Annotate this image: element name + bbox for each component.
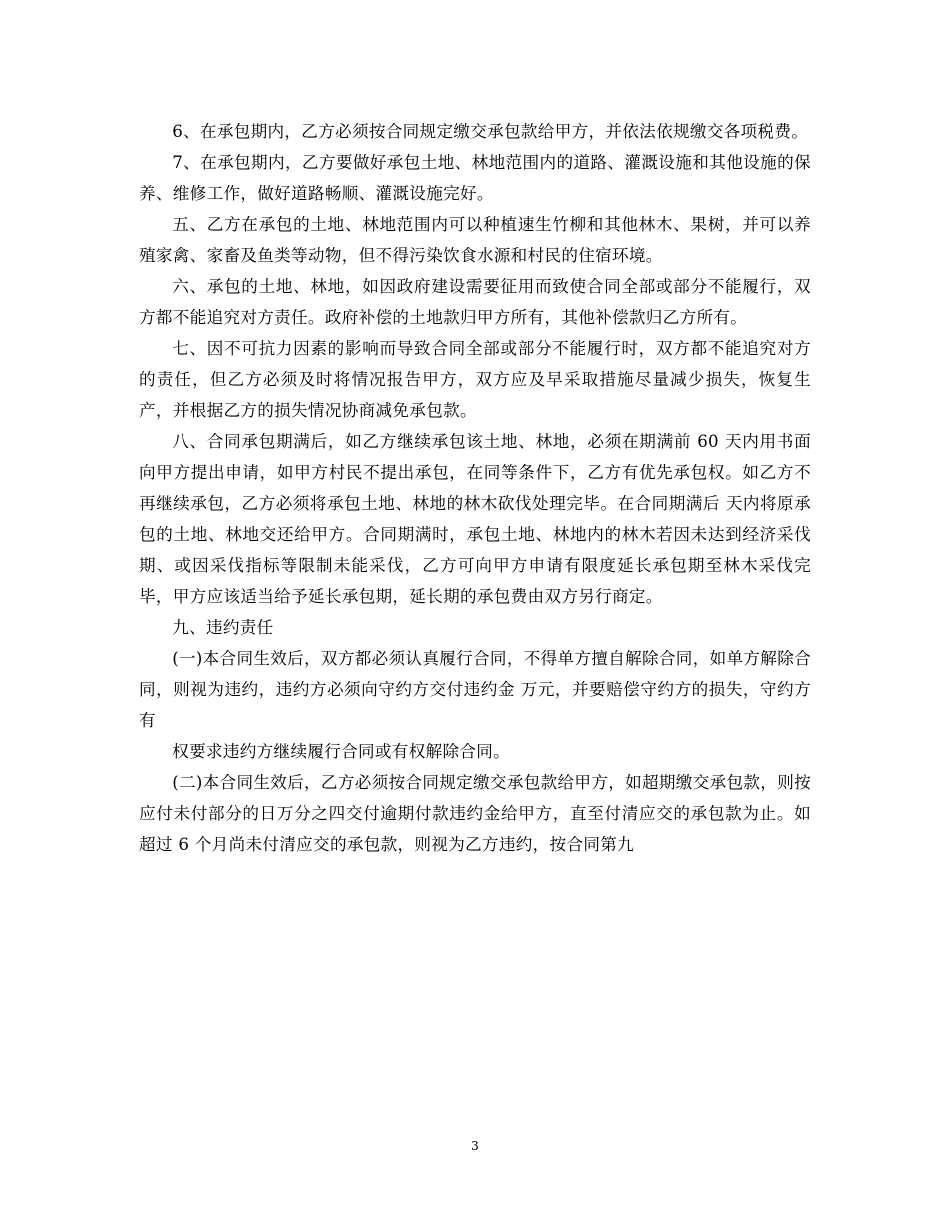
paragraph-breach-item-2: (二)本合同生效后，乙方必须按合同规定缴交承包款给甲方，如超期缴交承包款，则按应付未付部分的日万分之四交付逾期付款违约金给甲方，直至付清应交的承包款为止。如超过 6 个月尚未付清应交的承包款，则视为乙方违约，按合同第九 bbox=[139, 773, 811, 854]
section-heading-breach-liability: 九、违约责任 bbox=[172, 618, 274, 637]
paragraph-clause-7: 7、在承包期内，乙方要做好承包土地、林地范围内的道路、灌溉设施和其他设施的保养、维修工作，做好道路畅顺、灌溉设施完好。 bbox=[139, 153, 811, 203]
paragraph-section-8: 八、合同承包期满后，如乙方继续承包该土地、林地，必须在期满前 60 天内用书面向甲方提出申请，如甲方村民不提出承包，在同等条件下，乙方有优先承包权。如乙方不再继续承包，乙方必须将承包土地、林地的林木砍伐处理完毕。在合同期满后 天内将原承包的土地、林地交还给甲方。合同期满时，承包土地、林地内的林木若因未达到经济采伐期、或因采伐指标等限制未能采伐，乙方可向甲方申请有限度延长承包期至林木采伐完毕，甲方应该适当给予延长承包期，延长期的承包费由双方另行商定。 bbox=[139, 432, 811, 606]
document-body bbox=[139, 116, 811, 860]
paragraph-section-5: 五、乙方在承包的土地、林地范围内可以种植速生竹柳和其他林木、果树，并可以养殖家禽、家畜及鱼类等动物，但不得污染饮食水源和村民的住宿环境。 bbox=[139, 215, 811, 265]
paragraph-breach-item-1: (一)本合同生效后，双方都必须认真履行合同，不得单方擅自解除合同，如单方解除合同，则视为违约，违约方必须向守约方交付违约金 万元，并要赔偿守约方的损失，守约方有 bbox=[139, 649, 811, 730]
paragraph-breach-item-1-continued: 权要求违约方继续履行合同或有权解除合同。 bbox=[172, 742, 511, 761]
paragraph-clause-6: 6、在承包期内，乙方必须按合同规定缴交承包款给甲方，并依法依规缴交各项税费。 bbox=[172, 122, 809, 141]
paragraph-section-6: 六、承包的土地、林地，如因政府建设需要征用而致使合同全部或部分不能履行，双方都不能追究对方责任。政府补偿的土地款归甲方所有，其他补偿款归乙方所有。 bbox=[139, 277, 811, 327]
paragraph-section-7: 七、因不可抗力因素的影响而导致合同全部或部分不能履行时，双方都不能追究对方的责任，但乙方必须及时将情况报告甲方，双方应及早采取措施尽量减少损失，恢复生产，并根据乙方的损失情况协商减免承包款。 bbox=[139, 339, 811, 420]
page-number: 3 bbox=[471, 1139, 479, 1153]
